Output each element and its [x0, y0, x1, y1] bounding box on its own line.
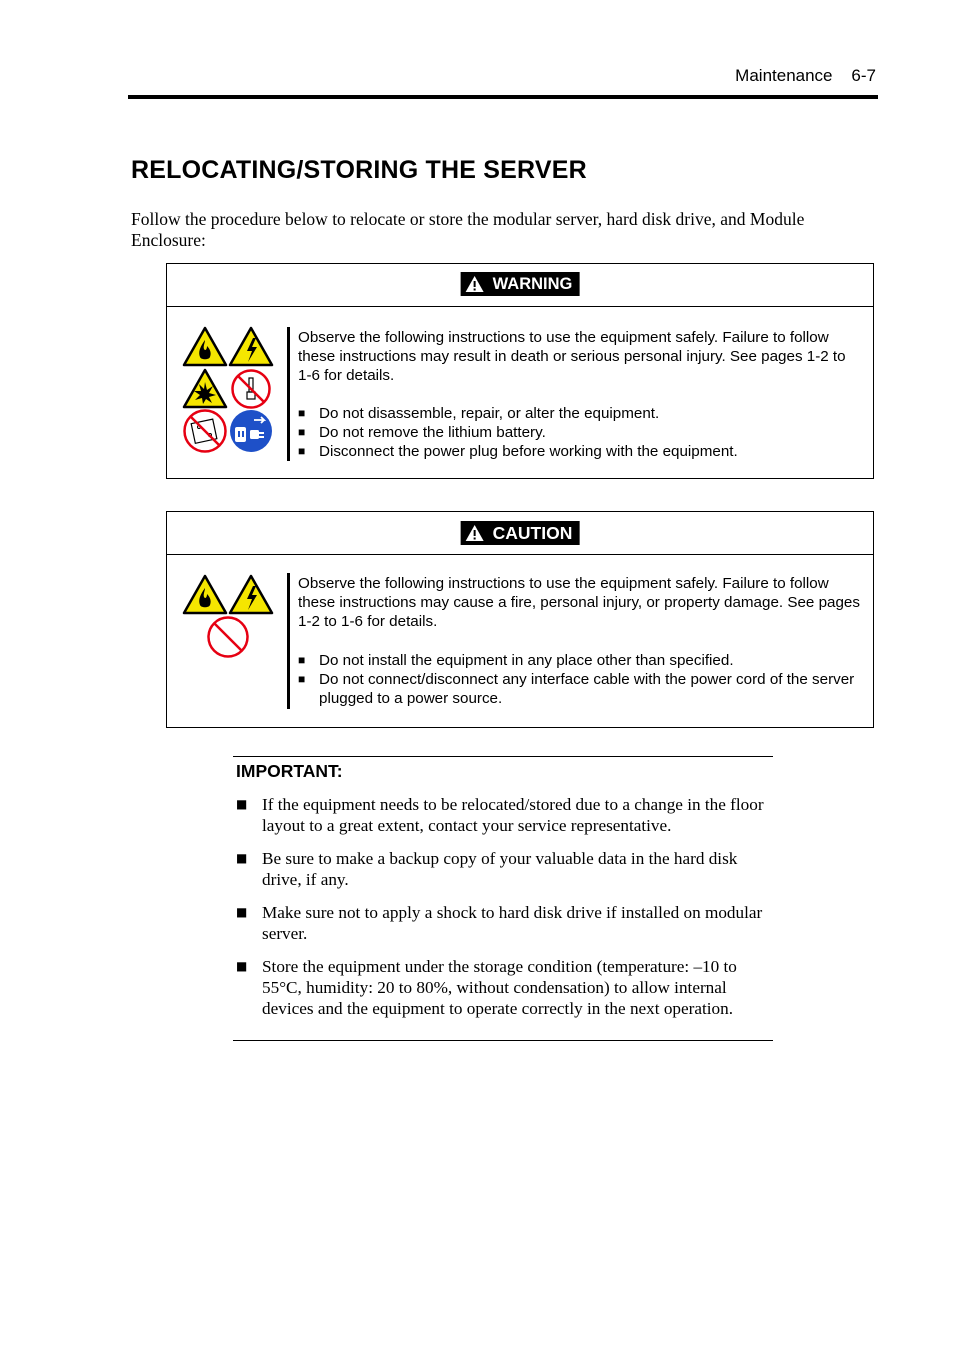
- list-item: ■ Disconnect the power plug before working with the equipment.: [298, 442, 863, 461]
- explosion-warning-icon: [182, 368, 228, 409]
- warning-signal: [461, 272, 580, 296]
- electric-shock-warning-icon: [228, 574, 274, 615]
- caution-message: Observe the following instructions to use the equipment safely. Failure to follow these instructions may cause a fire, personal injury, or property damage. See pages 1-2 to 1-6 for details.: [298, 575, 860, 630]
- list-item: ■ Be sure to make a backup copy of your valuable data in the hard disk drive, if any.: [236, 848, 766, 890]
- list-item: ■ Do not remove the lithium battery.: [298, 423, 863, 442]
- fire-warning-icon: [182, 574, 228, 615]
- list-item: ■ Store the equipment under the storage condition (temperature: –10 to 55°C, humidity: 20 to 80%, without condensation) to allow internal devices and the equipment to operate correctly in the next operation.: [236, 956, 766, 1019]
- important-list: [236, 794, 766, 1031]
- list-item: ■ Do not connect/disconnect any interface cable with the power cord of the server plugged to a power source.: [298, 670, 863, 708]
- caution-signal: [461, 521, 580, 545]
- warning-message: Observe the following instructions to use the equipment safely. Failure to follow these instructions may result in death or serious personal injury. See pages 1-2 to 1-6 for details.: [298, 329, 846, 384]
- alert-triangle-icon: [465, 275, 485, 293]
- warning-header: [167, 264, 873, 307]
- warning-divider: [287, 327, 290, 461]
- list-item: ■ Make sure not to apply a shock to hard disk drive if installed on modular server.: [236, 902, 766, 944]
- page-header: [735, 66, 876, 86]
- prohibition-icon: [206, 615, 250, 659]
- list-item: ■ Do not install the equipment in any place other than specified.: [298, 651, 863, 670]
- list-item: ■ Do not disassemble, repair, or alter the equipment.: [298, 404, 863, 423]
- fire-warning-icon: [182, 326, 228, 367]
- unplug-icon: [228, 408, 274, 454]
- important-heading: IMPORTANT:: [236, 761, 343, 781]
- header-section: Maintenance: [735, 66, 833, 85]
- intro-paragraph: Follow the procedure below to relocate or store the modular server, hard disk drive, and Module Enclosure:: [131, 209, 805, 250]
- alert-triangle-icon: [465, 524, 485, 542]
- important-notice: [233, 756, 773, 1041]
- header-rule: [128, 95, 878, 99]
- list-item: ■ If the equipment needs to be relocated/stored due to a change in the floor layout to a great extent, contact your service representative.: [236, 794, 766, 836]
- caution-header: [167, 512, 873, 555]
- warning-list: [298, 404, 863, 461]
- header-page-number: 6-7: [851, 66, 876, 85]
- page-title: RELOCATING/STORING THE SERVER: [131, 156, 587, 184]
- caution-label: CAUTION: [492, 522, 573, 543]
- caution-divider: [287, 573, 290, 709]
- no-lithium-battery-icon: [182, 408, 228, 454]
- caution-box: [166, 511, 874, 728]
- caution-list: [298, 651, 863, 708]
- no-disassembly-icon: [230, 368, 272, 410]
- warning-box: [166, 263, 874, 479]
- electric-shock-warning-icon: [228, 326, 274, 367]
- warning-label: WARNING: [492, 274, 573, 293]
